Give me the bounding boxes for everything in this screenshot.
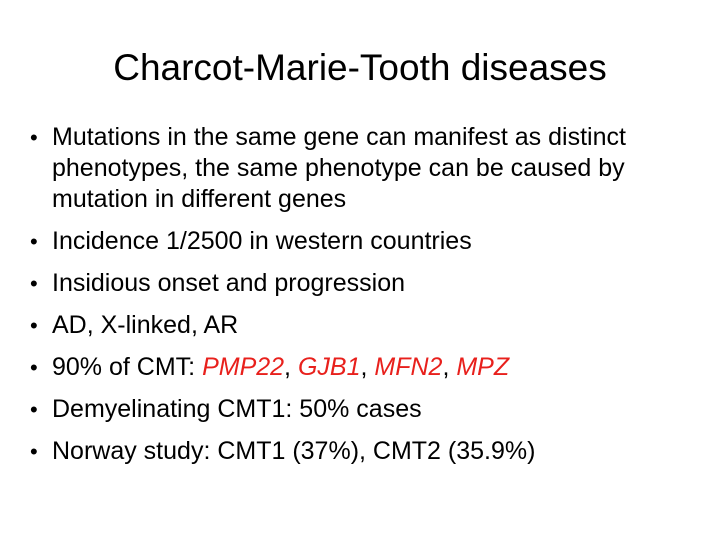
slide-title: Charcot-Marie-Tooth diseases <box>113 47 607 88</box>
bullet-dot-icon: • <box>30 229 38 254</box>
bullet-dot-icon: • <box>30 313 38 338</box>
bullet-item <box>30 352 700 383</box>
gene-separator: , <box>442 353 457 381</box>
bullet-text: Demyelinating CMT1: 50% cases <box>52 395 422 423</box>
bullet-item <box>30 268 700 299</box>
bullet-text: Mutations in the same gene can manifest as distinct phenotypes, the same phenotype can be caused by mutation in different genes <box>52 123 626 213</box>
bullet-item <box>30 310 700 341</box>
bullet-item <box>30 226 700 257</box>
bullet-dot-icon: • <box>30 271 38 296</box>
gene-name: GJB1 <box>297 353 361 381</box>
bullet-text: Norway study: CMT1 (37%), CMT2 (35.9%) <box>52 437 536 465</box>
bullet-item <box>30 122 700 215</box>
bullet-dot-icon: • <box>30 355 38 380</box>
bullet-dot-icon: • <box>30 125 38 150</box>
gene-separator: , <box>284 353 298 381</box>
bullet-text: Insidious onset and progression <box>52 269 406 297</box>
bullet-text: Incidence 1/2500 in western countries <box>52 227 472 255</box>
bullet-list <box>30 122 700 478</box>
bullet-text: AD, X-linked, AR <box>52 311 239 339</box>
bullet-item <box>30 394 700 425</box>
gene-name: MPZ <box>456 353 510 381</box>
gene-name: MFN2 <box>374 353 443 381</box>
gene-name: PMP22 <box>202 353 285 381</box>
bullet-item <box>30 436 700 467</box>
bullet-dot-icon: • <box>30 439 38 464</box>
bullet-dot-icon: • <box>30 397 38 422</box>
bullet-text-prefix: 90% of CMT: <box>52 353 203 381</box>
gene-separator: , <box>360 353 375 381</box>
